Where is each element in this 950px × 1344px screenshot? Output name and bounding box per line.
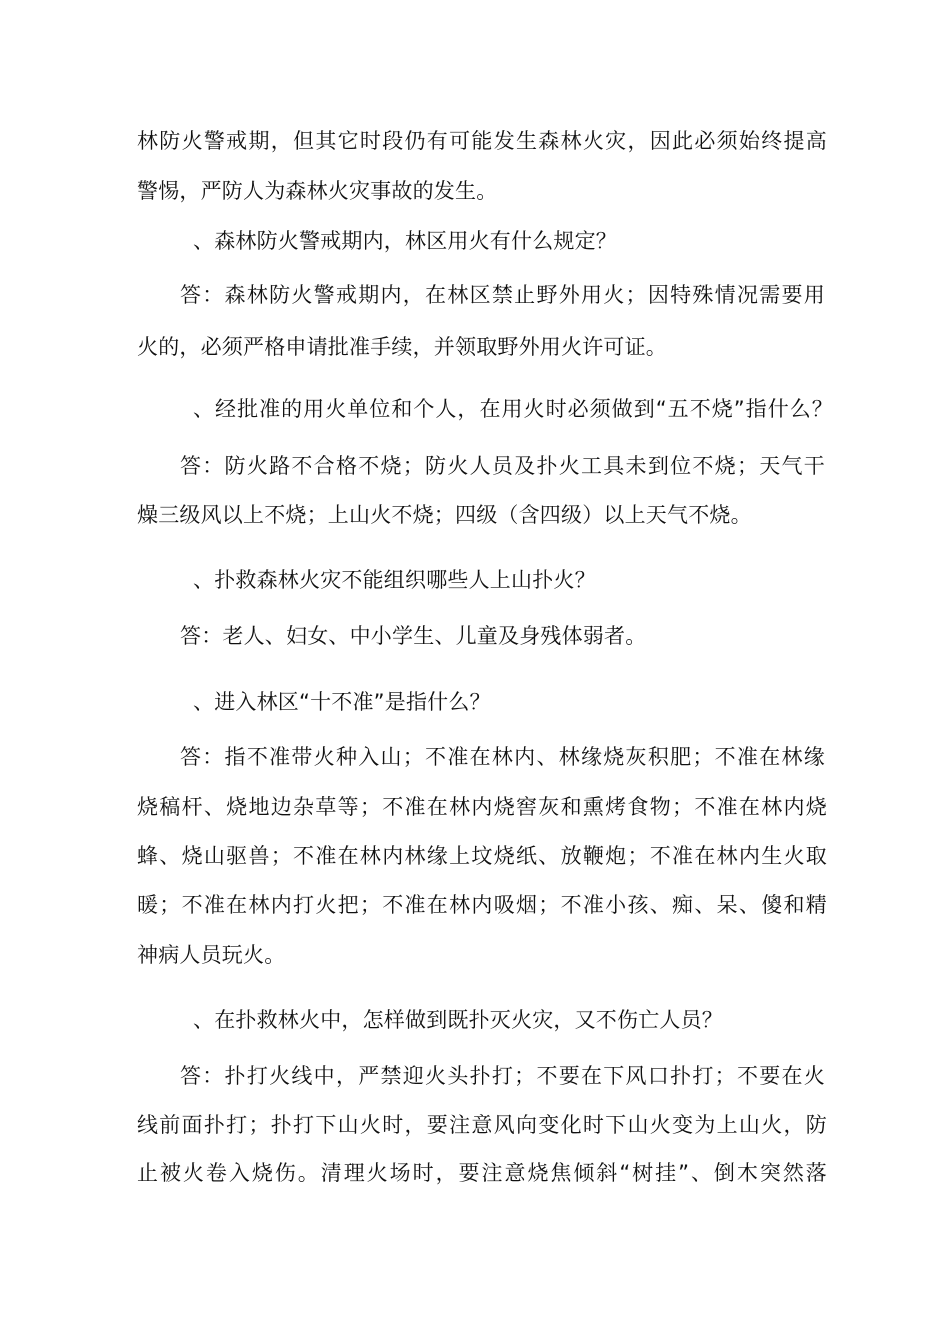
- paragraph-line: 烧稿杆、烧地边杂草等；不准在林内烧窖灰和熏烤食物；不准在林内烧: [137, 795, 827, 819]
- answer-line: 答：防火路不合格不烧；防火人员及扑火工具未到位不烧；天气干: [180, 454, 825, 478]
- answer-line: 答：老人、妇女、中小学生、儿童及身残体弱者。: [180, 624, 647, 648]
- answer-line: 答：扑打火线中，严禁迎火头扑打；不要在下风口扑打；不要在火: [180, 1064, 825, 1088]
- paragraph-line: 警惕，严防人为森林火灾事故的发生。: [137, 179, 498, 203]
- paragraph-line: 线前面扑打；扑打下山火时，要注意风向变化时下山火变为上山火，防: [137, 1113, 827, 1137]
- paragraph-line: 火的，必须严格申请批准手续，并领取野外用火许可证。: [137, 335, 667, 359]
- paragraph-line: 蜂、烧山驱兽；不准在林内林缘上坟烧纸、放鞭炮；不准在林内生火取: [137, 844, 827, 868]
- paragraph-line: 暖；不准在林内打火把；不准在林内吸烟；不准小孩、痴、呆、傻和精: [137, 893, 827, 917]
- answer-line: 答：指不准带火种入山；不准在林内、林缘烧灰积肥；不准在林缘: [180, 745, 825, 769]
- question-heading: 、经批准的用火单位和个人，在用火时必须做到“五不烧”指什么？: [193, 397, 833, 421]
- paragraph-line: 燥三级风以上不烧；上山火不烧；四级（含四级）以上天气不烧。: [137, 503, 752, 527]
- question-heading: 、在扑救林火中，怎样做到既扑灭火灾，又不伤亡人员？: [193, 1008, 723, 1032]
- paragraph-line: 止被火卷入烧伤。清理火场时，要注意烧焦倾斜“树挂”、倒木突然落: [137, 1161, 827, 1185]
- question-heading: 、森林防火警戒期内，林区用火有什么规定？: [193, 229, 617, 253]
- paragraph-line: 神病人员玩火。: [137, 943, 286, 967]
- paragraph-line: 林防火警戒期，但其它时段仍有可能发生森林火灾，因此必须始终提高: [137, 129, 827, 153]
- answer-line: 答：森林防火警戒期内，在林区禁止野外用火；因特殊情况需要用: [180, 283, 825, 307]
- question-heading: 、进入林区“十不准”是指什么？: [193, 690, 491, 714]
- question-heading: 、扑救森林火灾不能组织哪些人上山扑火？: [193, 568, 596, 592]
